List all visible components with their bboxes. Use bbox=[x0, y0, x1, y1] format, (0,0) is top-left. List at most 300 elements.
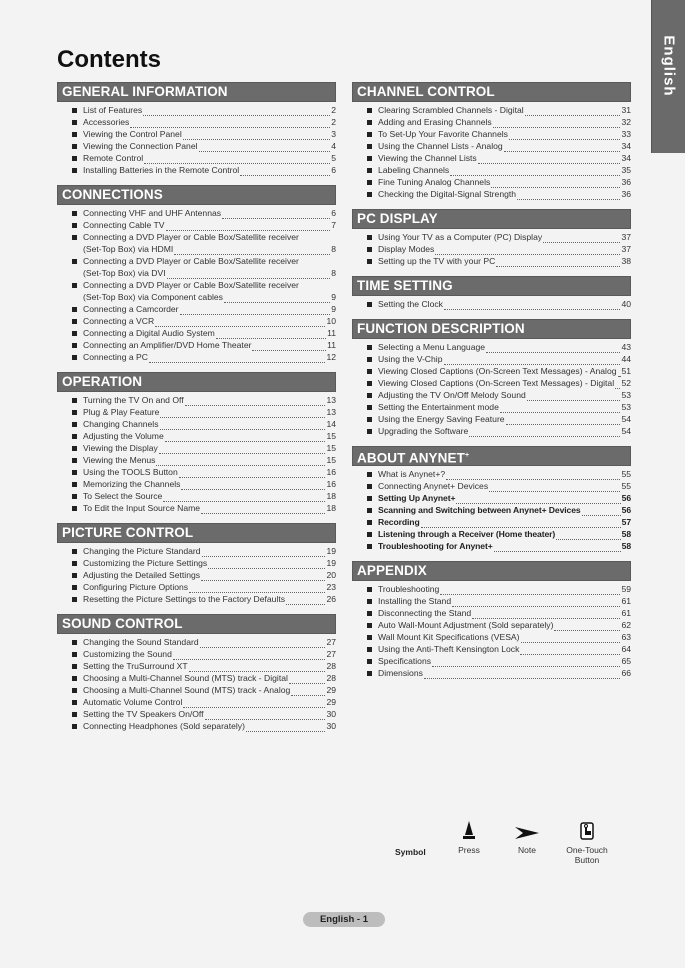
section-heading bbox=[352, 561, 631, 581]
toc-entry-page: 11 bbox=[327, 328, 336, 338]
toc-entry[interactable] bbox=[366, 231, 631, 243]
toc-entry[interactable] bbox=[366, 176, 631, 188]
toc-entry-page: 5 bbox=[331, 153, 336, 163]
toc-entry[interactable] bbox=[366, 413, 631, 425]
dot-leader bbox=[181, 480, 325, 490]
dot-leader bbox=[160, 420, 326, 430]
toc-entry-row bbox=[378, 104, 631, 116]
toc-entry-page: 30 bbox=[326, 709, 336, 719]
dot-leader bbox=[525, 106, 621, 116]
toc-entry[interactable] bbox=[71, 545, 336, 557]
dot-leader bbox=[444, 300, 620, 310]
toc-entry[interactable] bbox=[71, 315, 336, 327]
toc-entry-title: Setting the TruSurround XT bbox=[83, 661, 188, 671]
toc-entry[interactable] bbox=[71, 164, 336, 176]
toc-right-column bbox=[352, 82, 631, 688]
toc-list bbox=[352, 104, 631, 200]
toc-entry[interactable] bbox=[71, 593, 336, 605]
toc-entry-page: 56 bbox=[621, 493, 631, 503]
toc-entry[interactable] bbox=[71, 140, 336, 152]
toc-entry[interactable] bbox=[366, 140, 631, 152]
section-heading bbox=[57, 372, 336, 392]
dot-leader bbox=[509, 130, 621, 140]
toc-entry[interactable] bbox=[71, 351, 336, 363]
toc-entry[interactable] bbox=[366, 504, 631, 516]
toc-entry[interactable] bbox=[71, 466, 336, 478]
toc-entry-page: 3 bbox=[331, 129, 336, 139]
toc-entry[interactable] bbox=[71, 636, 336, 648]
toc-entry-row bbox=[378, 298, 631, 310]
dot-leader bbox=[180, 305, 331, 315]
toc-entry-page: 4 bbox=[331, 141, 336, 151]
toc-entry-row bbox=[83, 478, 336, 490]
dot-leader bbox=[472, 609, 620, 619]
toc-entry[interactable] bbox=[71, 696, 336, 708]
section-heading bbox=[352, 82, 631, 102]
toc-entry[interactable] bbox=[366, 341, 631, 353]
toc-entry-row bbox=[378, 401, 631, 413]
toc-entry[interactable] bbox=[71, 303, 336, 315]
toc-entry-page: 59 bbox=[621, 584, 631, 594]
toc-entry[interactable] bbox=[366, 128, 631, 140]
toc-entry[interactable] bbox=[71, 219, 336, 231]
toc-entry-page: 29 bbox=[326, 685, 336, 695]
toc-entry-page: 66 bbox=[621, 668, 631, 678]
toc-entry-title: Troubleshooting bbox=[378, 584, 440, 594]
toc-entry-row bbox=[378, 389, 631, 401]
toc-entry-row bbox=[378, 492, 631, 504]
toc-entry-row bbox=[378, 540, 631, 552]
toc-entry[interactable] bbox=[366, 468, 631, 480]
toc-entry-title: (Set-Top Box) via HDMI bbox=[83, 244, 174, 254]
toc-entry-page: 11 bbox=[327, 340, 336, 350]
toc-entry-page: 31 bbox=[621, 105, 631, 115]
section-pc-display bbox=[352, 209, 631, 267]
language-tab bbox=[651, 0, 685, 153]
toc-entry-page: 38 bbox=[621, 256, 631, 266]
toc-entry-row bbox=[83, 128, 336, 140]
section-about-anynet bbox=[352, 446, 631, 552]
press-icon bbox=[455, 820, 483, 840]
toc-entry-page: 37 bbox=[621, 244, 631, 254]
toc-entry[interactable] bbox=[71, 502, 336, 514]
toc-entry[interactable] bbox=[71, 207, 336, 219]
toc-entry-page: 2 bbox=[331, 117, 336, 127]
section-channel-control bbox=[352, 82, 631, 200]
dot-leader bbox=[201, 571, 325, 581]
toc-entry-row bbox=[378, 341, 631, 353]
toc-entry-row bbox=[83, 696, 336, 708]
toc-entry[interactable] bbox=[71, 394, 336, 406]
toc-entry[interactable] bbox=[71, 442, 336, 454]
toc-entry-title: Accessories bbox=[83, 117, 130, 127]
toc-entry-page: 61 bbox=[621, 596, 631, 606]
toc-entry-page: 58 bbox=[621, 541, 631, 551]
toc-entry[interactable] bbox=[366, 401, 631, 413]
toc-entry[interactable] bbox=[366, 116, 631, 128]
toc-entry-title: Listening through a Receiver (Home theater) bbox=[378, 529, 556, 539]
dot-leader bbox=[160, 408, 325, 418]
toc-entry-page: 6 bbox=[331, 208, 336, 218]
dot-leader bbox=[173, 650, 326, 660]
toc-entry-page: 23 bbox=[326, 582, 336, 592]
toc-entry-row bbox=[83, 291, 336, 303]
toc-entry-page: 9 bbox=[331, 304, 336, 314]
toc-entry[interactable] bbox=[366, 255, 631, 267]
dot-leader bbox=[435, 245, 620, 255]
toc-entry-row bbox=[378, 619, 631, 631]
toc-entry[interactable] bbox=[71, 339, 336, 351]
dot-leader bbox=[183, 698, 325, 708]
legend-press bbox=[455, 820, 483, 855]
dot-leader bbox=[205, 710, 326, 720]
toc-entry[interactable] bbox=[71, 406, 336, 418]
toc-entry-row bbox=[378, 468, 631, 480]
toc-entry-title: Installing the Stand bbox=[378, 596, 452, 606]
toc-entry-row bbox=[83, 116, 336, 128]
page-number-badge: English - 1 bbox=[303, 912, 385, 927]
toc-entry[interactable] bbox=[71, 327, 336, 339]
dot-leader bbox=[424, 669, 621, 679]
toc-entry-page: 34 bbox=[621, 141, 631, 151]
toc-entry-page: 40 bbox=[621, 299, 631, 309]
toc-entry[interactable] bbox=[71, 660, 336, 672]
toc-entry-row bbox=[378, 516, 631, 528]
toc-entry-page: 15 bbox=[326, 431, 336, 441]
toc-entry-row bbox=[378, 504, 631, 516]
toc-entry[interactable] bbox=[71, 116, 336, 128]
toc-list bbox=[57, 394, 336, 514]
toc-list bbox=[57, 545, 336, 605]
toc-entry[interactable] bbox=[71, 128, 336, 140]
dot-leader bbox=[450, 166, 620, 176]
toc-entry-row bbox=[378, 164, 631, 176]
toc-entry-title: Viewing the Control Panel bbox=[83, 129, 182, 139]
one-touch-button-icon bbox=[563, 820, 611, 840]
toc-entry[interactable] bbox=[366, 667, 631, 679]
toc-entry-page: 43 bbox=[621, 342, 631, 352]
toc-entry[interactable] bbox=[366, 425, 631, 437]
toc-entry-row bbox=[83, 545, 336, 557]
toc-entry[interactable] bbox=[366, 353, 631, 365]
toc-entry[interactable] bbox=[366, 152, 631, 164]
toc-entry-page: 61 bbox=[621, 608, 631, 618]
section-picture-control bbox=[57, 523, 336, 605]
toc-entry-row bbox=[83, 454, 336, 466]
toc-entry-page: 26 bbox=[326, 594, 336, 604]
dot-leader bbox=[421, 518, 621, 528]
toc-entry-row bbox=[83, 243, 336, 255]
section-heading-text: SOUND CONTROL bbox=[62, 616, 183, 631]
legend-one-touch-label-1: One-Touch bbox=[566, 845, 608, 855]
toc-entry[interactable] bbox=[366, 188, 631, 200]
toc-entry-title: Scanning and Switching between Anynet+ Devices bbox=[378, 505, 581, 515]
section-heading bbox=[57, 185, 336, 205]
toc-entry[interactable] bbox=[366, 480, 631, 492]
toc-entry-row bbox=[378, 188, 631, 200]
toc-entry-title: Connecting a Digital Audio System bbox=[83, 328, 215, 338]
toc-entry-title: Adjusting the TV On/Off Melody Sound bbox=[378, 390, 526, 400]
dot-leader bbox=[506, 415, 621, 425]
toc-entry[interactable] bbox=[366, 377, 631, 389]
toc-entry-page: 8 bbox=[331, 268, 336, 278]
toc-entry-page: 7 bbox=[331, 220, 336, 230]
toc-entry-page: 34 bbox=[621, 153, 631, 163]
dot-leader bbox=[174, 245, 330, 255]
toc-entry-title: Configuring Picture Options bbox=[83, 582, 189, 592]
toc-entry-row bbox=[83, 672, 336, 684]
dot-leader bbox=[199, 142, 331, 152]
dot-leader bbox=[156, 456, 325, 466]
legend-note-label: Note bbox=[518, 845, 536, 855]
dot-leader bbox=[504, 142, 621, 152]
toc-entry-page: 52 bbox=[621, 378, 631, 388]
toc-entry[interactable] bbox=[366, 365, 631, 377]
toc-entry-row bbox=[378, 377, 631, 389]
toc-entry-row bbox=[83, 327, 336, 339]
toc-entry[interactable] bbox=[71, 648, 336, 660]
toc-entry-page: 15 bbox=[326, 443, 336, 453]
toc-entry[interactable] bbox=[71, 418, 336, 430]
toc-entry-title: Remote Control bbox=[83, 153, 144, 163]
toc-entry[interactable] bbox=[366, 583, 631, 595]
toc-entry[interactable] bbox=[71, 557, 336, 569]
toc-entry-page: 37 bbox=[621, 232, 631, 242]
toc-entry-row bbox=[83, 708, 336, 720]
toc-entry[interactable] bbox=[71, 104, 336, 116]
toc-entry-row bbox=[378, 528, 631, 540]
toc-entry-row bbox=[378, 353, 631, 365]
section-heading bbox=[57, 523, 336, 543]
dot-leader bbox=[444, 355, 621, 365]
toc-entry-page: 53 bbox=[621, 402, 631, 412]
toc-entry-title: Dimensions bbox=[378, 668, 423, 678]
toc-entry-title: Display Modes bbox=[378, 244, 435, 254]
toc-entry-row bbox=[83, 418, 336, 430]
toc-entry[interactable] bbox=[366, 298, 631, 310]
toc-entry-page: 15 bbox=[326, 455, 336, 465]
toc-entry-title: Choosing a Multi-Channel Sound (MTS) track - Digital bbox=[83, 673, 288, 683]
toc-entry[interactable] bbox=[366, 655, 631, 667]
dot-leader bbox=[189, 583, 325, 593]
toc-entry-row bbox=[378, 425, 631, 437]
toc-entry-row bbox=[378, 243, 631, 255]
dot-leader bbox=[618, 367, 621, 377]
toc-entry-title: Changing the Picture Standard bbox=[83, 546, 201, 556]
toc-entry-title: Customizing the Sound bbox=[83, 649, 172, 659]
dot-leader bbox=[521, 633, 621, 643]
legend-press-label: Press bbox=[458, 845, 480, 855]
dot-leader bbox=[291, 686, 325, 696]
toc-entry-title: To Edit the Input Source Name bbox=[83, 503, 201, 513]
section-heading-text: FUNCTION DESCRIPTION bbox=[357, 321, 525, 336]
toc-entry-row bbox=[83, 442, 336, 454]
toc-entry[interactable] bbox=[71, 672, 336, 684]
toc-entry-row bbox=[83, 502, 336, 514]
legend-one-touch-label-2: Button bbox=[574, 855, 600, 865]
toc-entry-page: 14 bbox=[326, 419, 336, 429]
toc-entry-title: Checking the Digital-Signal Strength bbox=[378, 189, 517, 199]
toc-entry[interactable] bbox=[366, 619, 631, 631]
toc-entry-title: Wall Mount Kit Specifications (VESA) bbox=[378, 632, 520, 642]
toc-list bbox=[57, 636, 336, 732]
toc-entry[interactable] bbox=[71, 569, 336, 581]
dot-leader bbox=[456, 494, 620, 504]
toc-entry[interactable] bbox=[366, 164, 631, 176]
toc-entry-page: 55 bbox=[621, 469, 631, 479]
toc-entry-title: Using the Channel Lists - Analog bbox=[378, 141, 503, 151]
dot-leader bbox=[496, 257, 620, 267]
toc-entry[interactable] bbox=[71, 454, 336, 466]
toc-entry-title: Selecting a Menu Language bbox=[378, 342, 486, 352]
toc-entry-row bbox=[83, 219, 336, 231]
section-heading-text: CHANNEL CONTROL bbox=[357, 84, 495, 99]
toc-entry-row bbox=[83, 140, 336, 152]
toc-entry-title: To Select the Source bbox=[83, 491, 163, 501]
dot-leader bbox=[200, 638, 326, 648]
toc-entry-title: Connecting a Camcorder bbox=[83, 304, 179, 314]
dot-leader bbox=[615, 379, 620, 389]
toc-entry-page: 16 bbox=[326, 479, 336, 489]
toc-entry-title: Connecting an Amplifier/DVD Home Theater bbox=[83, 340, 252, 350]
toc-entry[interactable] bbox=[366, 104, 631, 116]
toc-entry[interactable] bbox=[366, 595, 631, 607]
toc-entry-page: 13 bbox=[326, 395, 336, 405]
toc-entry[interactable] bbox=[71, 255, 336, 279]
dot-leader bbox=[491, 178, 620, 188]
toc-entry-title: Clearing Scrambled Channels - Digital bbox=[378, 105, 524, 115]
toc-entry-page: 54 bbox=[621, 426, 631, 436]
toc-entry-title: Connecting a VCR bbox=[83, 316, 155, 326]
toc-entry-page: 35 bbox=[621, 165, 631, 175]
toc-entry-row bbox=[83, 152, 336, 164]
toc-entry-page: 20 bbox=[326, 570, 336, 580]
toc-entry-row bbox=[83, 593, 336, 605]
toc-list bbox=[352, 298, 631, 310]
toc-entry[interactable] bbox=[366, 643, 631, 655]
dot-leader bbox=[185, 396, 326, 406]
toc-entry-title: Customizing the Picture Settings bbox=[83, 558, 208, 568]
toc-entry[interactable] bbox=[366, 492, 631, 504]
toc-entry[interactable] bbox=[71, 430, 336, 442]
note-icon bbox=[513, 820, 541, 840]
section-heading-text: ABOUT ANYNET bbox=[357, 450, 465, 466]
toc-entry-page: 27 bbox=[326, 649, 336, 659]
dot-leader bbox=[183, 130, 330, 140]
toc-entry-page: 51 bbox=[621, 366, 631, 376]
dot-leader bbox=[469, 427, 620, 437]
toc-entry[interactable] bbox=[366, 528, 631, 540]
toc-entry[interactable] bbox=[71, 152, 336, 164]
toc-entry-title: Changing Channels bbox=[83, 419, 159, 429]
section-heading-text: GENERAL INFORMATION bbox=[62, 84, 228, 99]
dot-leader bbox=[452, 597, 620, 607]
toc-entry-title: Resetting the Picture Settings to the Factory Defaults bbox=[83, 594, 286, 604]
toc-entry[interactable] bbox=[366, 607, 631, 619]
toc-entry-title: To Set-Up Your Favorite Channels bbox=[378, 129, 508, 139]
dot-leader bbox=[144, 154, 330, 164]
dot-leader bbox=[202, 547, 326, 557]
dot-leader bbox=[179, 468, 326, 478]
dot-leader bbox=[493, 118, 621, 128]
toc-entry-page: 44 bbox=[621, 354, 631, 364]
toc-entry-row bbox=[378, 607, 631, 619]
toc-entry[interactable] bbox=[71, 581, 336, 593]
toc-entry[interactable] bbox=[366, 540, 631, 552]
toc-entry-title: Adjusting the Detailed Settings bbox=[83, 570, 201, 580]
dot-leader bbox=[149, 353, 325, 363]
toc-entry[interactable] bbox=[71, 490, 336, 502]
toc-entry-row bbox=[378, 595, 631, 607]
section-heading bbox=[57, 82, 336, 102]
toc-entry-page: 55 bbox=[621, 481, 631, 491]
section-heading bbox=[57, 614, 336, 634]
toc-entry-row bbox=[378, 140, 631, 152]
dot-leader bbox=[240, 166, 330, 176]
legend-symbol-label: Symbol bbox=[395, 847, 426, 857]
toc-entry[interactable] bbox=[71, 684, 336, 696]
toc-entry[interactable] bbox=[366, 631, 631, 643]
toc-entry-page: 53 bbox=[621, 390, 631, 400]
toc-entry-page: 58 bbox=[621, 529, 631, 539]
dot-leader bbox=[286, 595, 325, 605]
dot-leader bbox=[130, 118, 330, 128]
toc-entry[interactable] bbox=[71, 478, 336, 490]
toc-entry[interactable] bbox=[71, 708, 336, 720]
toc-entry-page: 62 bbox=[621, 620, 631, 630]
section-heading bbox=[352, 446, 631, 466]
toc-entry-title: Recording bbox=[378, 517, 420, 527]
toc-entry-title: Installing Batteries in the Remote Control bbox=[83, 165, 240, 175]
toc-entry-title: Setting up the TV with your PC bbox=[378, 256, 496, 266]
toc-list bbox=[57, 104, 336, 176]
toc-entry-page: 18 bbox=[326, 491, 336, 501]
toc-entry-title: Viewing the Display bbox=[83, 443, 158, 453]
toc-entry[interactable] bbox=[366, 243, 631, 255]
toc-entry[interactable] bbox=[366, 516, 631, 528]
dot-leader bbox=[500, 403, 621, 413]
toc-entry-title: Turning the TV On and Off bbox=[83, 395, 184, 405]
toc-entry-page: 6 bbox=[331, 165, 336, 175]
toc-entry-row bbox=[83, 569, 336, 581]
toc-entry[interactable] bbox=[366, 389, 631, 401]
toc-entry[interactable] bbox=[71, 720, 336, 732]
dot-leader bbox=[432, 657, 620, 667]
toc-left-column bbox=[57, 82, 336, 741]
toc-entry-title: Using the V-Chip bbox=[378, 354, 443, 364]
toc-entry-title: Viewing Closed Captions (On-Screen Text Messages) - Digital bbox=[378, 378, 615, 388]
dot-leader bbox=[143, 106, 330, 116]
section-function-description bbox=[352, 319, 631, 437]
dot-leader bbox=[155, 317, 325, 327]
dot-leader bbox=[246, 722, 325, 732]
toc-entry[interactable] bbox=[71, 279, 336, 303]
dot-leader bbox=[216, 329, 326, 339]
toc-list bbox=[352, 583, 631, 679]
heading-superscript: + bbox=[464, 452, 470, 459]
dot-leader bbox=[166, 221, 331, 231]
legend-note bbox=[513, 820, 541, 855]
dot-leader bbox=[165, 432, 326, 442]
section-heading bbox=[352, 209, 631, 229]
toc-entry[interactable] bbox=[71, 231, 336, 255]
toc-entry-page: 12 bbox=[326, 352, 336, 362]
toc-entry-row bbox=[83, 164, 336, 176]
toc-entry-row bbox=[378, 365, 631, 377]
toc-entry-title: Viewing Closed Captions (On-Screen Text Messages) - Analog bbox=[378, 366, 617, 376]
toc-entry-title: Troubleshooting for Anynet+ bbox=[378, 541, 493, 551]
toc-entry-title: Using the Anti-Theft Kensington Lock bbox=[378, 644, 520, 654]
